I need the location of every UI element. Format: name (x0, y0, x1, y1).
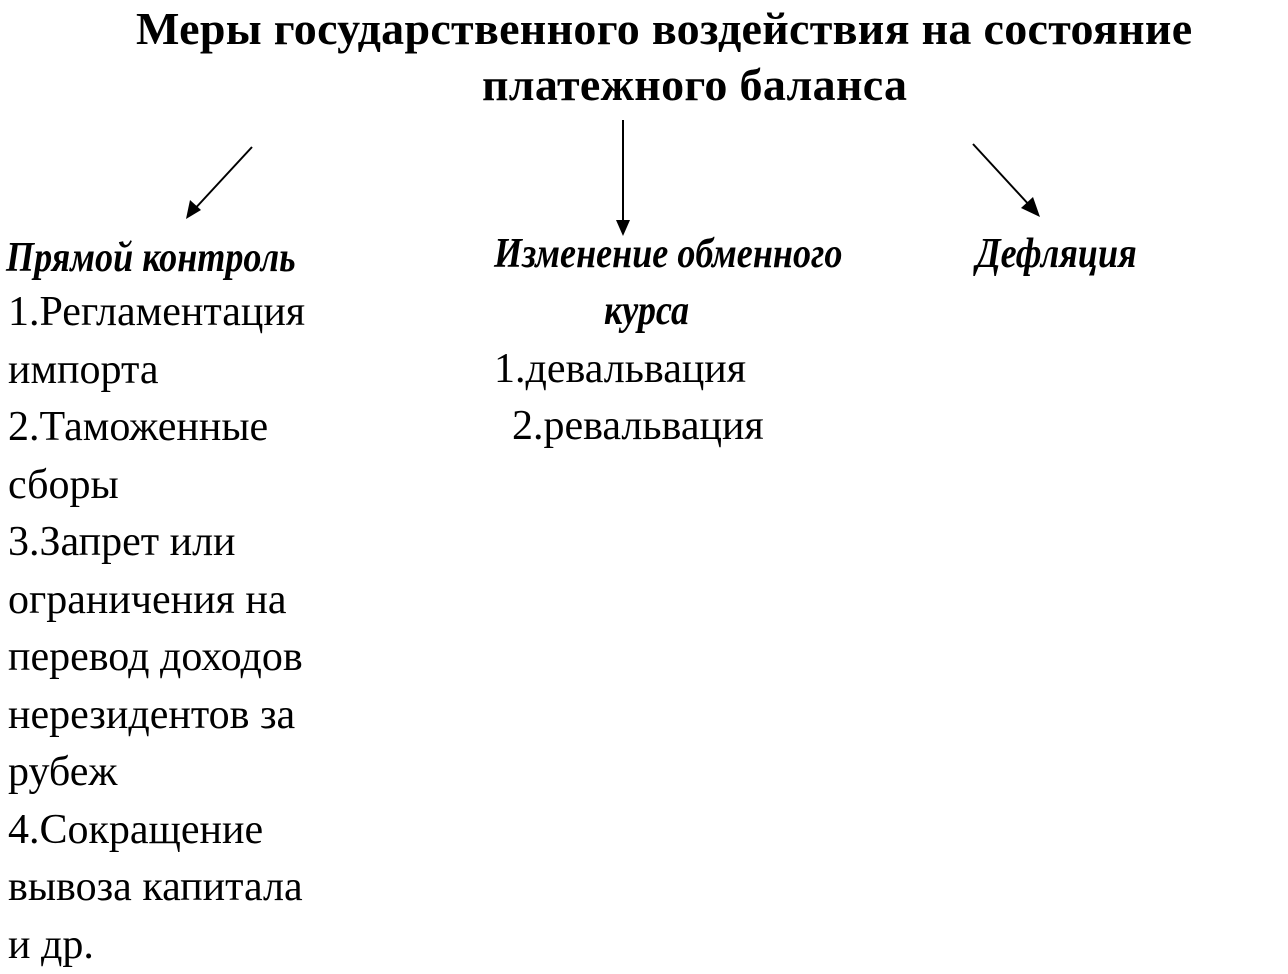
direct-control-line: сборы (8, 461, 119, 508)
direct-control-line: 3.Запрет или (8, 519, 236, 565)
direct-control-line: ограничения на (8, 576, 287, 623)
exchange-rate-heading-line-1: Изменение обменного (494, 231, 843, 277)
direct-control-line: 2.Таможенные (8, 404, 269, 450)
deflation-heading: Дефляция (976, 231, 1137, 277)
diagram-title-line-2: платежного баланса (482, 59, 908, 110)
direct-control-line: 4.Сокращение (8, 806, 264, 853)
direct-control-line: нерезидентов за (8, 691, 296, 738)
direct-control-heading: Прямой контроль (6, 235, 296, 281)
arrow-to-deflation (973, 144, 1040, 217)
direct-control-line: перевод доходов (8, 634, 303, 680)
exchange-rate-heading-line-2: курса (604, 288, 690, 334)
direct-control-line: импорта (8, 346, 159, 393)
direct-control-line: 1.Регламентация (8, 289, 306, 335)
arrow-to-exchange-rate (616, 120, 630, 236)
exchange-rate-list (494, 341, 764, 455)
direct-control-line: рубеж (8, 749, 118, 795)
direct-control-line: и др. (8, 921, 94, 968)
direct-control-line: вывоза капитала (8, 864, 303, 910)
exchange-rate-line: 2.ревальвация (512, 403, 764, 449)
diagram-title-line-1: Меры государственного воздействия на состояние (136, 3, 1193, 54)
arrow-to-direct-control (186, 147, 252, 219)
exchange-rate-line: 1.девальвация (494, 346, 747, 392)
direct-control-list (8, 284, 305, 974)
